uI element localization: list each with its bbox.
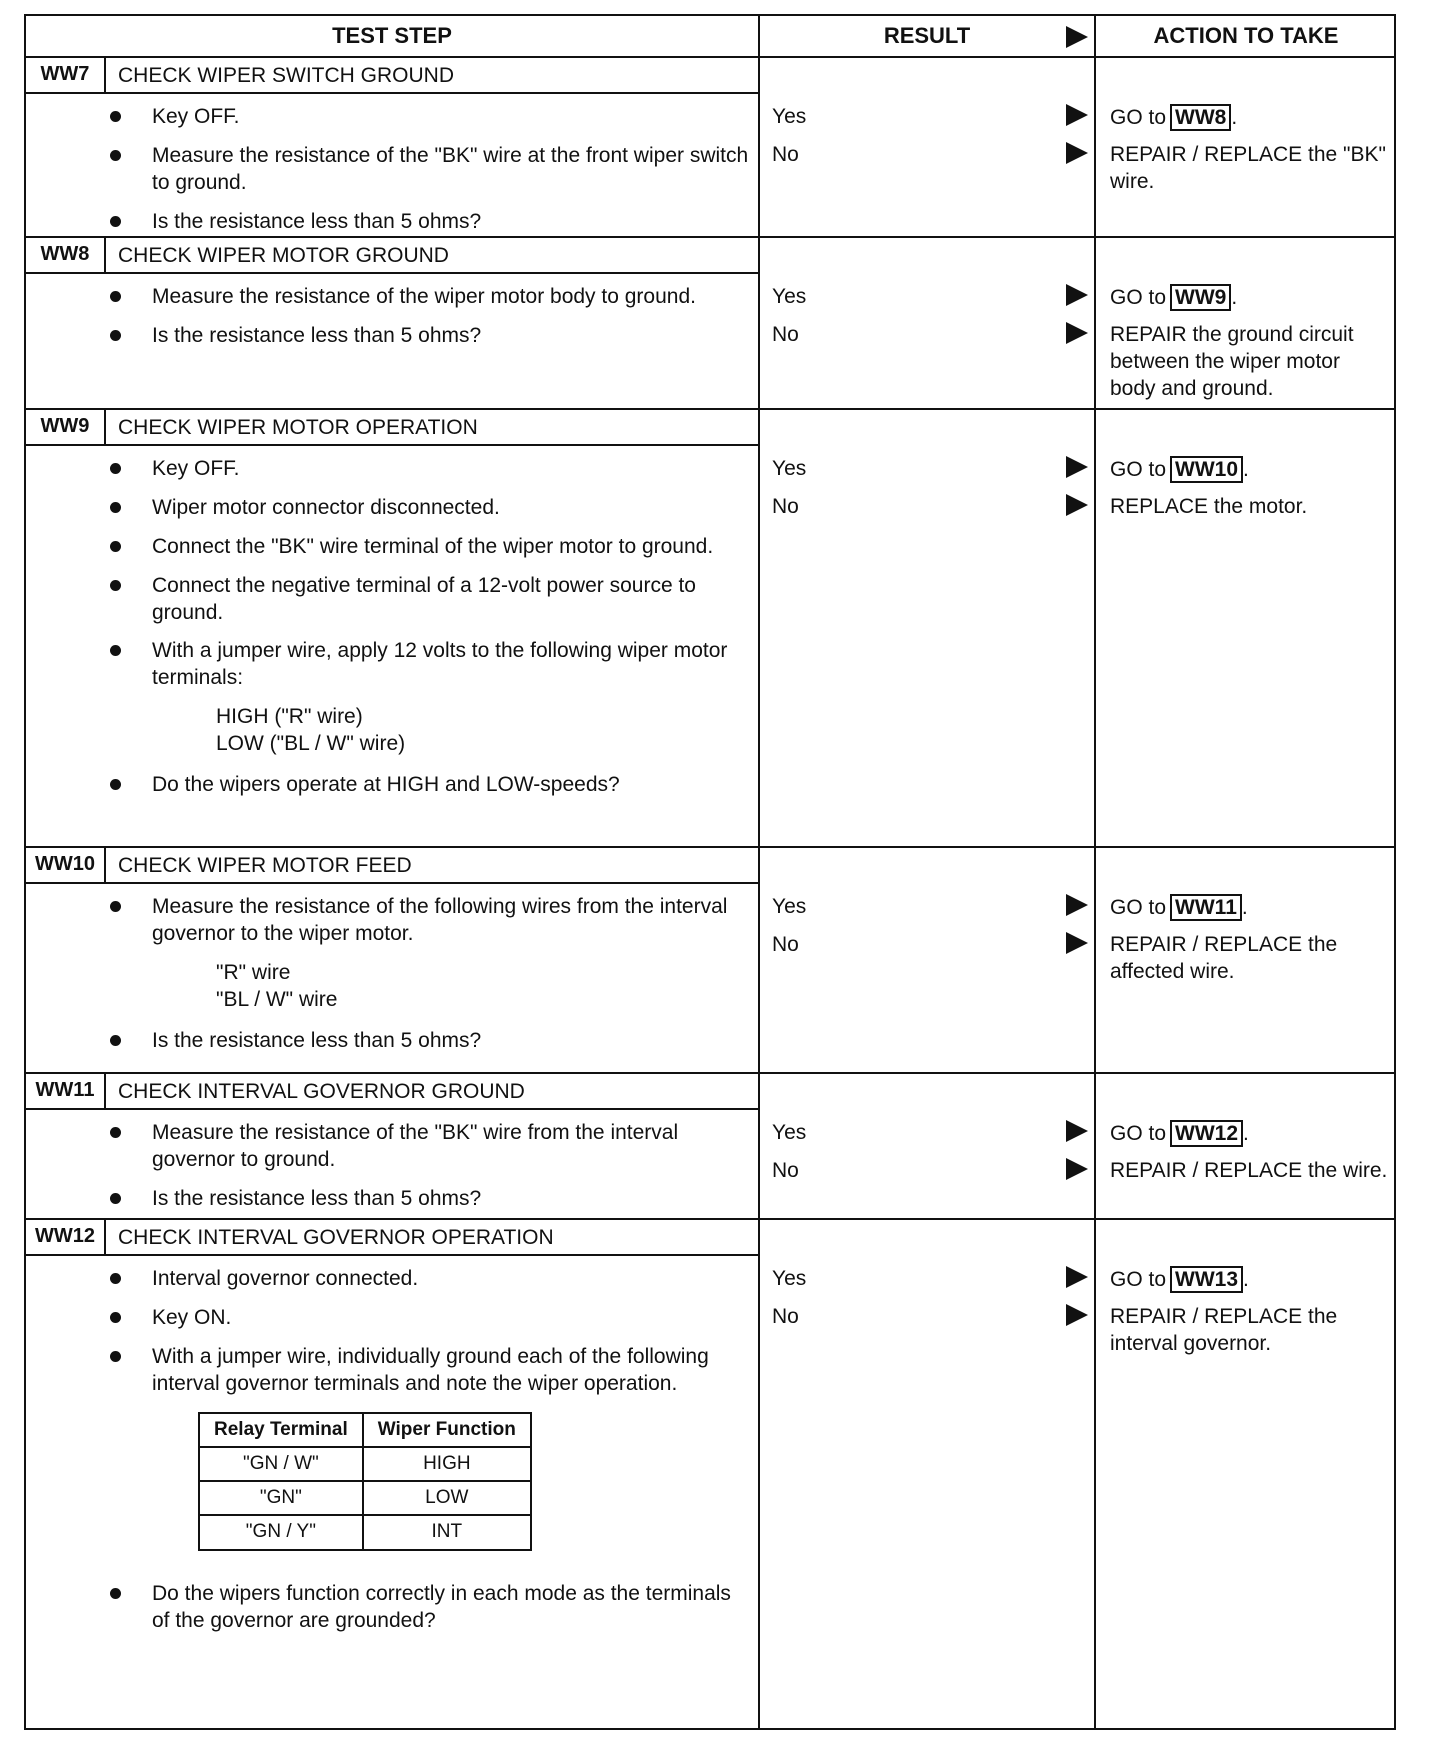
step-title: CHECK INTERVAL GOVERNOR OPERATION [118, 1226, 554, 1249]
step-header [26, 58, 760, 94]
table-cell: INT [363, 1515, 531, 1549]
arrow-icon [1066, 104, 1088, 126]
step-id: WW10 [26, 848, 106, 882]
step-header [26, 848, 760, 884]
table-cell: "GN" [199, 1481, 363, 1515]
header-result-label: RESULT [883, 22, 971, 48]
table-row [199, 1481, 531, 1515]
step-id: WW11 [26, 1074, 106, 1108]
result-yes: Yes [772, 1267, 807, 1290]
bullet-icon [110, 1351, 121, 1362]
bullet-item: With a jumper wire, apply 12 volts to the following wiper motor terminals: HIGH ("R" wire) LOW ("BL / W" wire) [110, 638, 750, 758]
step-reference[interactable]: WW13 [1170, 1266, 1243, 1293]
bullet-item: Connect the negative terminal of a 12-volt power source to ground. [110, 573, 750, 627]
step-reference[interactable]: WW11 [1170, 894, 1242, 921]
step-title: CHECK WIPER MOTOR GROUND [118, 244, 449, 267]
result-yes: Yes [772, 1121, 807, 1144]
bullet-icon [110, 111, 121, 122]
result-yes: Yes [772, 285, 807, 308]
no-action: REPAIR / REPLACE the interval governor. [1110, 1305, 1338, 1355]
action-column [1096, 1220, 1394, 1730]
result-column [760, 58, 1096, 236]
bullet-item: Interval governor connected. [110, 1266, 750, 1293]
bullet-item: Do the wipers function correctly in each mode as the terminals of the governor are grounded? [110, 1581, 750, 1635]
header-action: ACTION TO TAKE [1096, 16, 1396, 58]
step-title: CHECK WIPER MOTOR OPERATION [118, 416, 478, 439]
yes-action: GO to WW11 . [1110, 894, 1390, 922]
action-column [1096, 848, 1394, 1072]
step-block-ww9 [26, 410, 1394, 848]
table-row [199, 1515, 531, 1549]
arrow-icon [1066, 26, 1088, 48]
bullet-item: Is the resistance less than 5 ohms? [110, 323, 750, 350]
bullet-item: Wiper motor connector disconnected. [110, 495, 750, 522]
step-id: WW7 [26, 58, 106, 92]
step-header [26, 238, 760, 274]
bullet-item: Measure the resistance of the "BK" wire from the interval governor to ground. [110, 1120, 750, 1174]
result-yes: Yes [772, 895, 807, 918]
bullet-icon [110, 541, 121, 552]
wire-list [152, 960, 750, 1014]
arrow-icon [1066, 142, 1088, 164]
no-action: REPAIR the ground circuit between the wiper motor body and ground. [1110, 323, 1354, 400]
no-action: REPAIR / REPLACE the "BK" wire. [1110, 143, 1386, 193]
yes-action: GO to WW13 . [1110, 1266, 1390, 1294]
bullet-icon [110, 1273, 121, 1284]
step-bullets [110, 1120, 750, 1225]
step-block-ww10 [26, 848, 1394, 1074]
table-cell: "GN / Y" [199, 1515, 363, 1549]
bullet-icon [110, 463, 121, 474]
arrow-icon [1066, 1304, 1088, 1326]
step-bullets [110, 456, 750, 811]
bullet-icon [110, 901, 121, 912]
bullet-icon [110, 291, 121, 302]
action-column [1096, 58, 1394, 236]
step-header [26, 410, 760, 446]
bullet-icon [110, 1127, 121, 1138]
yes-action: GO to WW9 . [1110, 284, 1390, 312]
bullet-item: Measure the resistance of the wiper motor body to ground. [110, 284, 750, 311]
bullet-item: Connect the "BK" wire terminal of the wiper motor to ground. [110, 534, 750, 561]
terminal-item: HIGH ("R" wire) [216, 705, 363, 729]
bullet-icon [110, 779, 121, 790]
bullet-item: Measure the resistance of the "BK" wire at the front wiper switch to ground. [110, 143, 750, 197]
arrow-icon [1066, 456, 1088, 478]
table-row [199, 1447, 531, 1481]
step-reference[interactable]: WW12 [1170, 1120, 1243, 1147]
result-no: No [772, 1305, 799, 1328]
bullet-item: Is the resistance less than 5 ohms? [110, 1028, 750, 1055]
bullet-item: Do the wipers operate at HIGH and LOW-speeds? [110, 772, 750, 799]
result-column [760, 238, 1096, 408]
result-no: No [772, 143, 799, 166]
step-block-ww7 [26, 58, 1394, 238]
step-bullets [110, 284, 750, 362]
step-id: WW8 [26, 238, 106, 272]
no-action: REPAIR / REPLACE the wire. [1110, 1159, 1388, 1182]
bullet-icon [110, 502, 121, 513]
bullet-item: Key ON. [110, 1305, 750, 1332]
yes-action: GO to WW12 . [1110, 1120, 1390, 1148]
header-result [760, 16, 1096, 58]
arrow-icon [1066, 932, 1088, 954]
bullet-icon [110, 150, 121, 161]
result-no: No [772, 323, 799, 346]
result-no: No [772, 495, 799, 518]
no-action: REPLACE the motor. [1110, 495, 1308, 518]
table-header-row [199, 1413, 531, 1447]
step-title: CHECK INTERVAL GOVERNOR GROUND [118, 1080, 525, 1103]
step-block-ww11 [26, 1074, 1394, 1220]
bullet-item: With a jumper wire, individually ground each of the following interval governor terminals and note the wiper operation. Relay Terminal Wiper Function "GN / W" HIGH "GN" LOW "GN / Y" INT [110, 1344, 750, 1551]
result-no: No [772, 1159, 799, 1182]
table-cell: LOW [363, 1481, 531, 1515]
step-id: WW9 [26, 410, 106, 444]
step-title: CHECK WIPER SWITCH GROUND [118, 64, 454, 87]
step-bullets [110, 894, 750, 1066]
bullet-icon [110, 1035, 121, 1046]
arrow-icon [1066, 494, 1088, 516]
wire-item: "R" wire [216, 960, 291, 984]
no-action: REPAIR / REPLACE the affected wire. [1110, 933, 1338, 983]
step-title: CHECK WIPER MOTOR FEED [118, 854, 412, 877]
bullet-icon [110, 1588, 121, 1599]
arrow-icon [1066, 322, 1088, 344]
bullet-icon [110, 1312, 121, 1323]
yes-action: GO to WW8 . [1110, 104, 1390, 132]
arrow-icon [1066, 1120, 1088, 1142]
bullet-item: Key OFF. [110, 104, 750, 131]
bullet-icon [110, 645, 121, 656]
action-column [1096, 410, 1394, 846]
arrow-icon [1066, 284, 1088, 306]
step-block-ww8 [26, 238, 1394, 410]
diagnostic-table [24, 14, 1396, 1730]
result-yes: Yes [772, 105, 807, 128]
bullet-item: Is the resistance less than 5 ohms? [110, 1186, 750, 1213]
step-block-ww12 [26, 1220, 1394, 1730]
action-column [1096, 238, 1394, 408]
step-reference[interactable]: WW8 [1170, 104, 1231, 131]
step-id: WW12 [26, 1220, 106, 1254]
bullet-item: Is the resistance less than 5 ohms? [110, 209, 750, 236]
bullet-icon [110, 1193, 121, 1204]
wire-item: "BL / W" wire [216, 987, 338, 1011]
arrow-icon [1066, 1266, 1088, 1288]
step-reference[interactable]: WW10 [1170, 456, 1243, 483]
relay-table [198, 1412, 532, 1551]
arrow-icon [1066, 1158, 1088, 1180]
action-column [1096, 1074, 1394, 1218]
bullet-icon [110, 330, 121, 341]
arrow-icon [1066, 894, 1088, 916]
step-header [26, 1074, 760, 1110]
bullet-icon [110, 216, 121, 227]
table-cell: HIGH [363, 1447, 531, 1481]
yes-action: GO to WW10 . [1110, 456, 1390, 484]
table-header-cell: Relay Terminal [199, 1413, 363, 1447]
step-header [26, 1220, 760, 1256]
table-cell: "GN / W" [199, 1447, 363, 1481]
step-bullets [110, 104, 750, 248]
result-no: No [772, 933, 799, 956]
terminal-item: LOW ("BL / W" wire) [216, 732, 406, 755]
table-header-cell: Wiper Function [363, 1413, 531, 1447]
step-reference[interactable]: WW9 [1170, 284, 1231, 311]
bullet-icon [110, 580, 121, 591]
result-column [760, 1220, 1096, 1730]
step-bullets [110, 1266, 750, 1647]
terminal-list [152, 704, 750, 758]
result-yes: Yes [772, 457, 807, 480]
bullet-item: Measure the resistance of the following wires from the interval governor to the wiper motor. "R" wire "BL / W" wire [110, 894, 750, 1014]
result-column [760, 1074, 1096, 1218]
header-test-step: TEST STEP [26, 16, 760, 58]
bullet-item: Key OFF. [110, 456, 750, 483]
result-column [760, 410, 1096, 846]
result-column [760, 848, 1096, 1072]
